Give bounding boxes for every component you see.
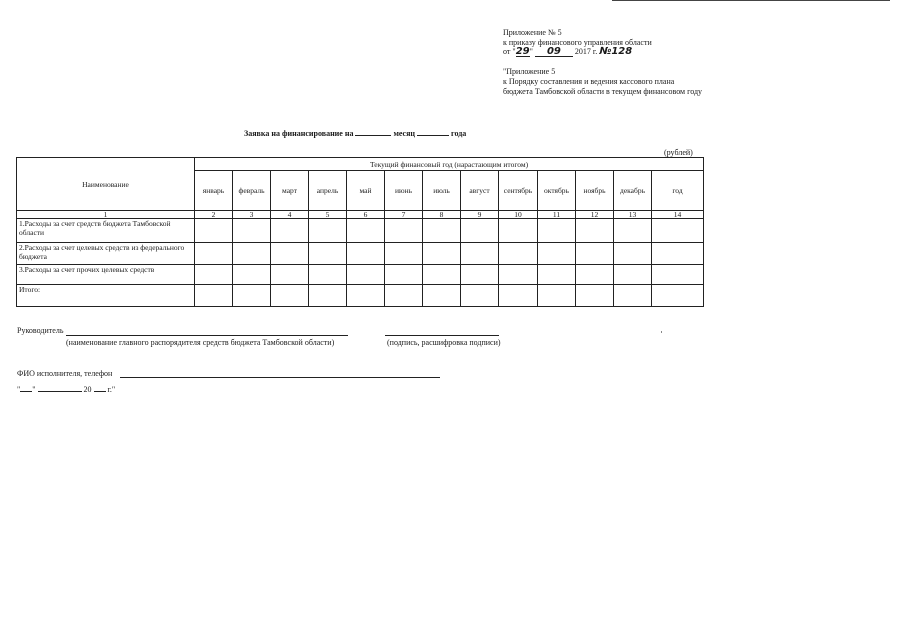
data-cell[interactable] — [614, 243, 652, 265]
column-number: 10 — [499, 211, 538, 219]
date-year: 2017 г. — [574, 47, 598, 56]
title-date-blank — [355, 127, 391, 136]
data-cell[interactable] — [538, 243, 576, 265]
month-header: март — [271, 171, 309, 211]
date-open-quote: " — [17, 385, 21, 394]
title-part-2: месяц — [393, 129, 416, 138]
data-cell[interactable] — [347, 219, 385, 243]
data-cell[interactable] — [385, 243, 423, 265]
fill-date-line — [17, 383, 115, 395]
month-header: декабрь — [614, 171, 652, 211]
data-cell[interactable] — [309, 265, 347, 285]
data-cell[interactable] — [652, 265, 704, 285]
column-number: 13 — [614, 211, 652, 219]
title-part-3: года — [451, 129, 467, 138]
month-header: февраль — [233, 171, 271, 211]
title-month-blank — [417, 127, 449, 136]
data-cell[interactable] — [233, 219, 271, 243]
data-cell[interactable] — [499, 219, 538, 243]
data-cell[interactable] — [195, 265, 233, 285]
financing-table — [16, 157, 704, 307]
head-org-caption: (наименование главного распорядителя средств бюджета Тамбовской области) — [66, 338, 335, 347]
appendix-line-1: Приложение № 5 — [503, 28, 562, 37]
units-label: (рублей) — [664, 148, 693, 157]
column-number: 1 — [17, 211, 195, 219]
data-cell[interactable] — [461, 265, 499, 285]
data-cell[interactable] — [195, 243, 233, 265]
executor-line[interactable] — [120, 377, 440, 378]
data-cell[interactable] — [538, 285, 576, 307]
table-row — [17, 243, 704, 265]
data-cell[interactable] — [423, 243, 461, 265]
head-org-line[interactable] — [66, 335, 348, 336]
data-cell[interactable] — [614, 219, 652, 243]
title-part-1: Заявка на финансирование на — [244, 129, 354, 138]
date-month-blank[interactable] — [38, 383, 82, 392]
scan-mark — [661, 331, 662, 333]
month-header: сентябрь — [499, 171, 538, 211]
data-cell[interactable] — [614, 265, 652, 285]
quote-appendix-line-2: к Порядку составления и ведения кассового плана — [503, 77, 675, 86]
data-cell[interactable] — [195, 219, 233, 243]
month-header: апрель — [309, 171, 347, 211]
column-number: 11 — [538, 211, 576, 219]
row-label: 3.Расходы за счет прочих целевых средств — [17, 265, 195, 285]
data-cell[interactable] — [499, 243, 538, 265]
column-number: 2 — [195, 211, 233, 219]
table-row-total — [17, 285, 704, 307]
data-cell[interactable] — [461, 285, 499, 307]
data-cell[interactable] — [309, 285, 347, 307]
quote-appendix-line-1: "Приложение 5 — [503, 67, 556, 76]
data-cell[interactable] — [309, 219, 347, 243]
date-day-blank[interactable] — [20, 383, 32, 392]
month-header: январь — [195, 171, 233, 211]
column-number: 3 — [233, 211, 271, 219]
month-header: июль — [423, 171, 461, 211]
month-header: июнь — [385, 171, 423, 211]
month-header: ноябрь — [576, 171, 614, 211]
column-number: 4 — [271, 211, 309, 219]
data-cell[interactable] — [423, 219, 461, 243]
table-row — [17, 219, 704, 243]
head-label: Руководитель — [17, 326, 64, 335]
order-number: 128 — [611, 46, 633, 57]
row-label: 1.Расходы за счет средств бюджета Тамбовской области — [17, 219, 195, 243]
data-cell[interactable] — [423, 285, 461, 307]
month-header: октябрь — [538, 171, 576, 211]
data-cell[interactable] — [461, 243, 499, 265]
date-year-blank[interactable] — [94, 383, 106, 392]
data-cell[interactable] — [538, 265, 576, 285]
date-year-prefix: 20 — [83, 385, 92, 394]
total-label: Итого: — [17, 285, 195, 307]
data-cell[interactable] — [576, 219, 614, 243]
name-header-cell: Наименование — [17, 158, 195, 211]
column-numbers-row — [17, 211, 704, 219]
date-prefix: от " — [503, 47, 516, 56]
group-header-cell: Текущий финансовый год (нарастающим итогом) — [195, 158, 704, 171]
row-label: 2.Расходы за счет целевых средств из федерального бюджета — [17, 243, 195, 265]
data-cell[interactable] — [233, 243, 271, 265]
form-title — [244, 127, 466, 139]
data-cell[interactable] — [576, 243, 614, 265]
order-number-prefix: № — [599, 46, 612, 57]
data-cell[interactable] — [614, 285, 652, 307]
date-year-suffix: г." — [107, 385, 116, 394]
column-number: 7 — [385, 211, 423, 219]
date-close-quote: " — [32, 385, 36, 394]
date-month: 09 — [535, 47, 573, 57]
table-row — [17, 265, 704, 285]
column-number: 5 — [309, 211, 347, 219]
data-cell[interactable] — [271, 219, 309, 243]
head-signature-line[interactable] — [385, 335, 499, 336]
date-day: 29 — [515, 46, 530, 57]
column-number: 12 — [576, 211, 614, 219]
column-number: 6 — [347, 211, 385, 219]
data-cell[interactable] — [461, 219, 499, 243]
quote-appendix-line-3: бюджета Тамбовской области в текущем финансовом году — [503, 87, 703, 96]
date-sep: " — [529, 47, 533, 56]
column-number: 9 — [461, 211, 499, 219]
data-cell[interactable] — [652, 219, 704, 243]
column-number: 14 — [652, 211, 704, 219]
order-date-line — [503, 47, 631, 57]
data-cell[interactable] — [271, 265, 309, 285]
data-cell[interactable] — [271, 243, 309, 265]
data-cell[interactable] — [309, 243, 347, 265]
data-cell[interactable] — [499, 285, 538, 307]
executor-label: ФИО исполнителя, телефон — [17, 369, 113, 378]
data-cell[interactable] — [423, 265, 461, 285]
month-header: август — [461, 171, 499, 211]
data-cell[interactable] — [195, 285, 233, 307]
data-cell[interactable] — [652, 243, 704, 265]
data-cell[interactable] — [385, 265, 423, 285]
month-header: май — [347, 171, 385, 211]
data-cell[interactable] — [385, 219, 423, 243]
data-cell[interactable] — [233, 285, 271, 307]
data-cell[interactable] — [347, 285, 385, 307]
data-cell[interactable] — [271, 285, 309, 307]
data-cell[interactable] — [652, 285, 704, 307]
top-edge-line — [612, 0, 890, 1]
appendix-line-2: к приказу финансового управления области — [503, 38, 652, 47]
table-header-row-1 — [17, 158, 704, 171]
data-cell[interactable] — [538, 219, 576, 243]
year-header: год — [652, 171, 704, 211]
data-cell[interactable] — [576, 265, 614, 285]
column-number: 8 — [423, 211, 461, 219]
signature-caption: (подпись, расшифровка подписи) — [387, 338, 501, 347]
data-cell[interactable] — [233, 265, 271, 285]
data-cell[interactable] — [347, 243, 385, 265]
data-cell[interactable] — [576, 285, 614, 307]
data-cell[interactable] — [385, 285, 423, 307]
data-cell[interactable] — [347, 265, 385, 285]
data-cell[interactable] — [499, 265, 538, 285]
